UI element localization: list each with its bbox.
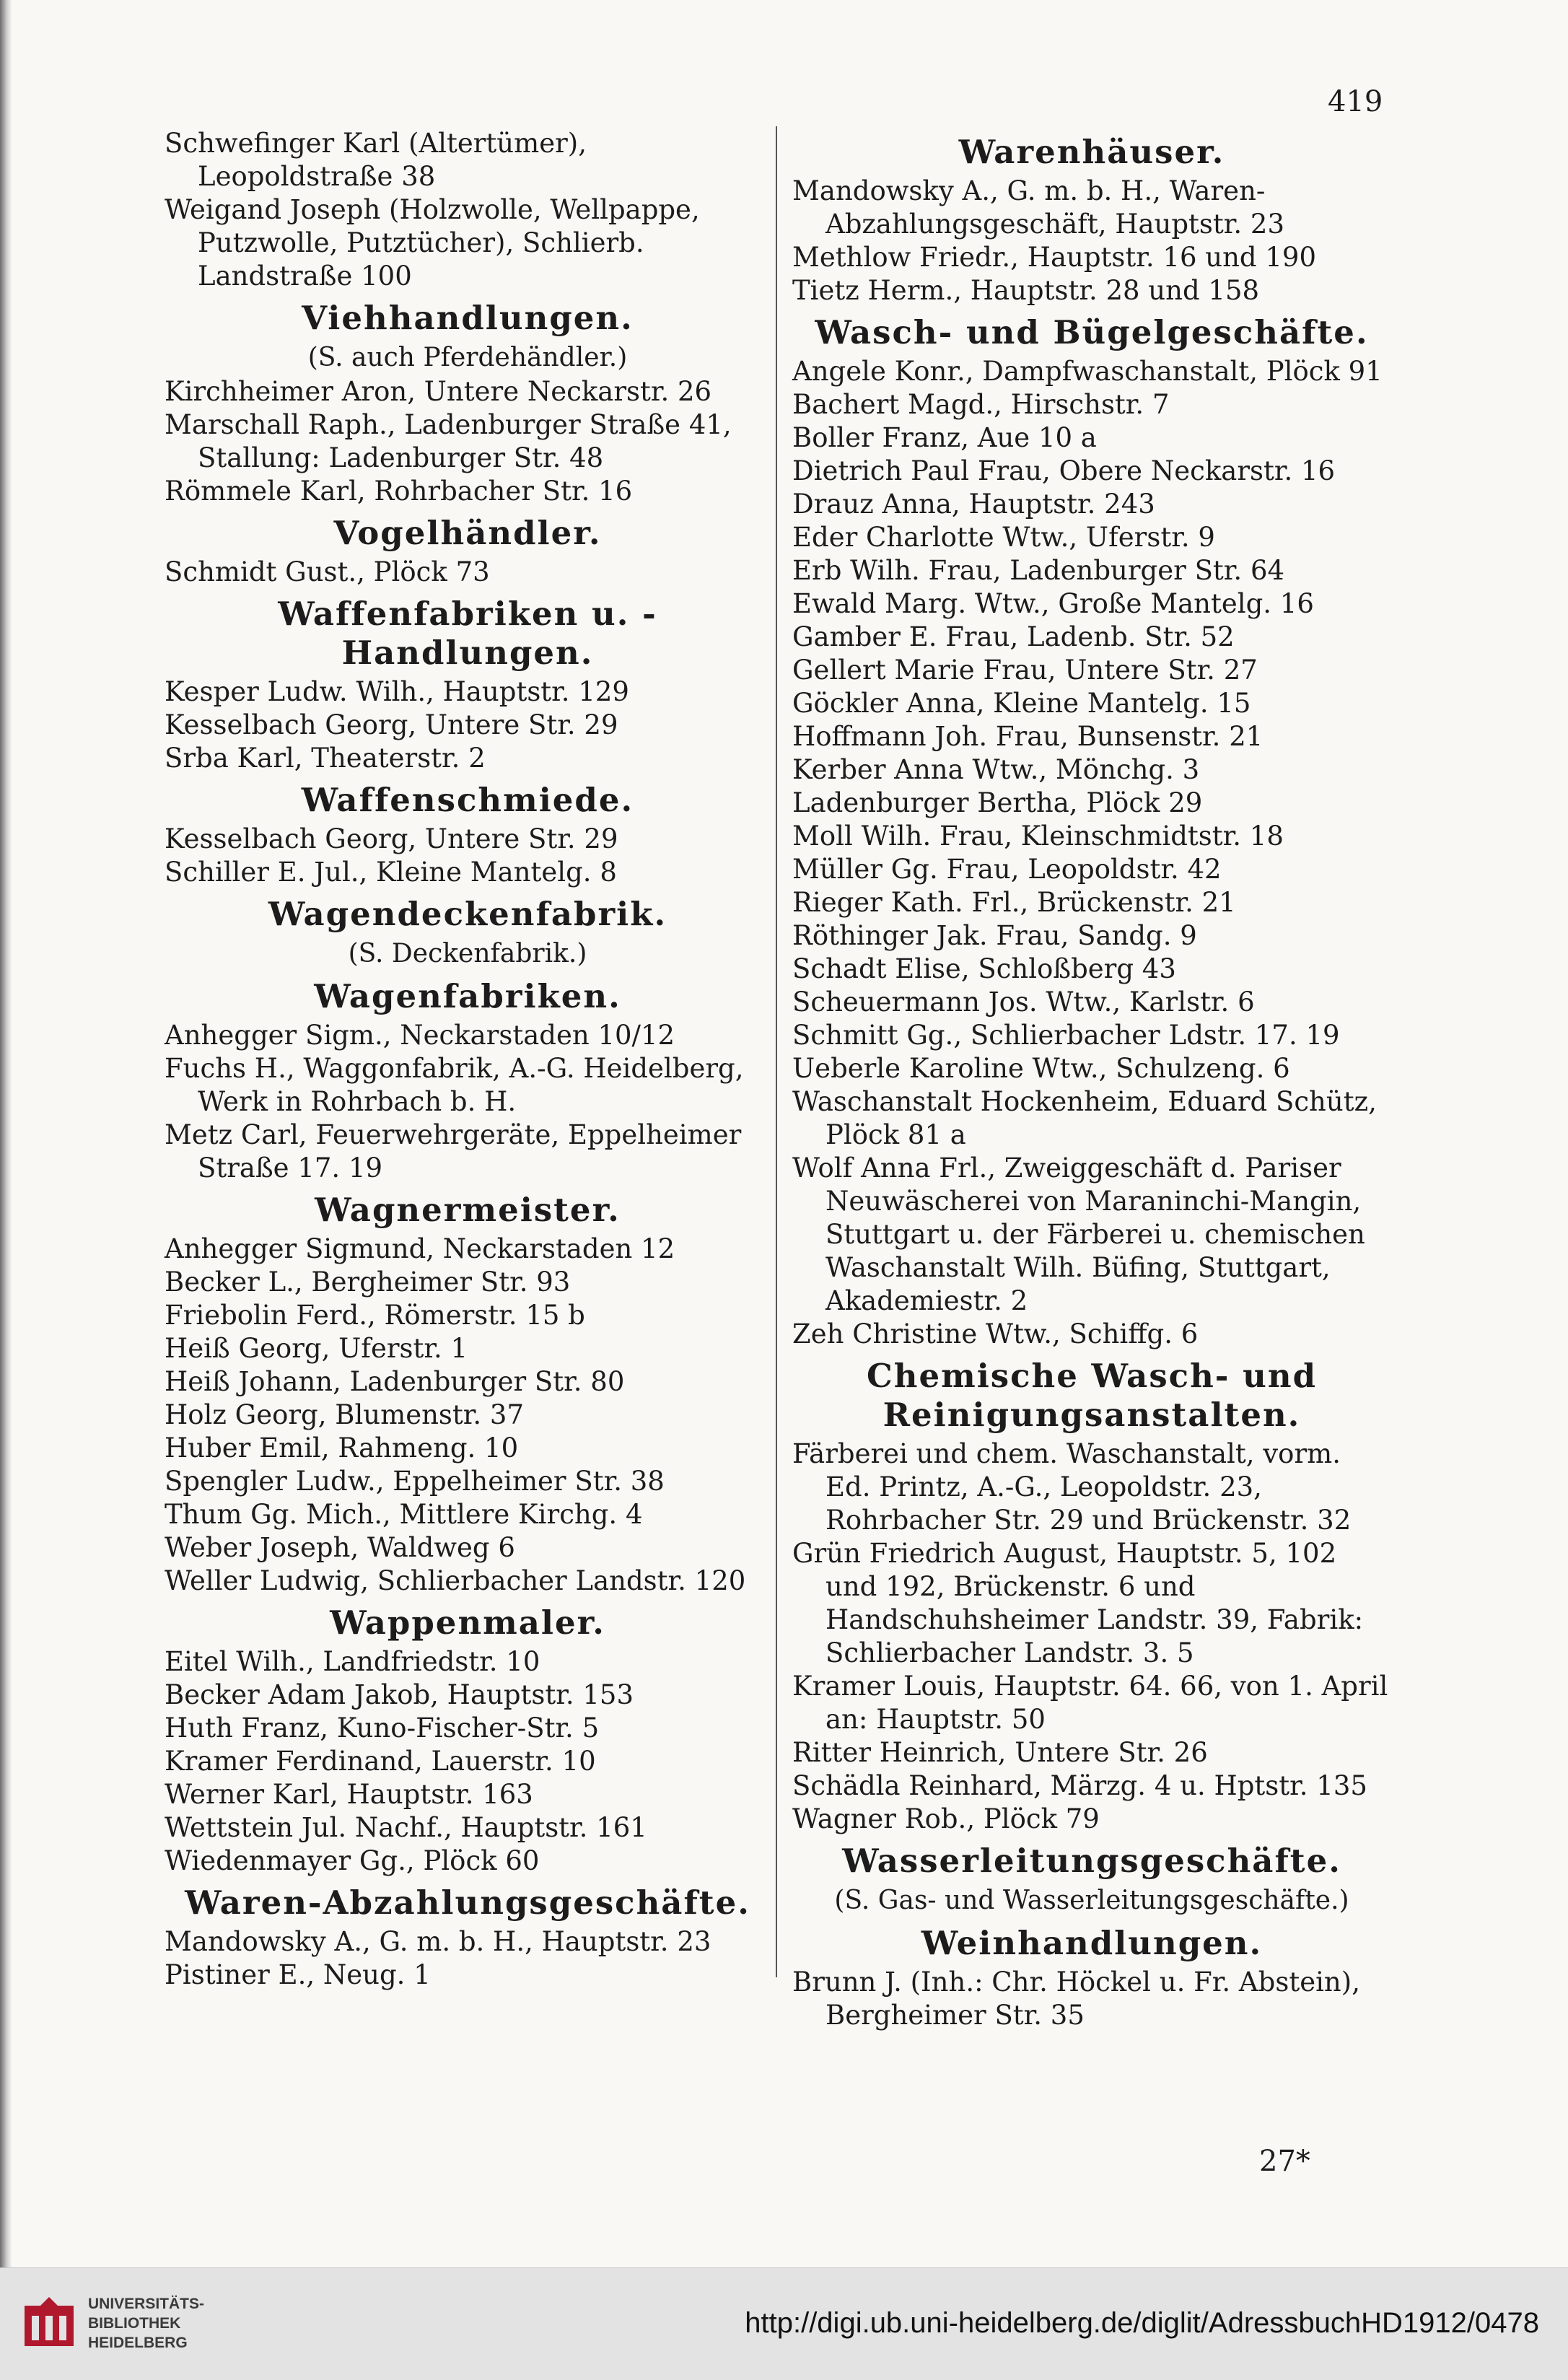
directory-entry: Römmele Karl, Rohrbacher Str. 16 [165, 476, 633, 507]
directory-entry: Heiß Georg, Uferstr. 1 [165, 1333, 468, 1364]
directory-entry: Müller Gg. Frau, Leopoldstr. 42 [792, 854, 1222, 885]
section-cross-reference: (S. Deckenfabrik.) [348, 939, 587, 968]
directory-entry: Dietrich Paul Frau, Obere Neckarstr. 16 [792, 455, 1336, 486]
permalink-url[interactable]: http://digi.ub.uni-heidelberg.de/diglit/AdressbuchHD1912/0478 [745, 2307, 1539, 2339]
directory-entry: Hoffmann Joh. Frau, Bunsenstr. 21 [792, 721, 1263, 752]
directory-section [165, 514, 771, 589]
directory-entry: Ladenburger Bertha, Plöck 29 [792, 787, 1203, 818]
library-logo-text[interactable] [88, 2294, 204, 2353]
logo-line: UNIVERSITÄTS- [88, 2296, 205, 2312]
directory-section [792, 133, 1391, 307]
directory-section [165, 977, 771, 1185]
directory-entry: Kerber Anna Wtw., Mönchg. 3 [792, 754, 1200, 785]
directory-entry: Ritter Heinrich, Untere Str. 26 [792, 1737, 1208, 1768]
section-heading: Wasch- und Bügelgeschäfte. [815, 313, 1369, 351]
directory-section [165, 1191, 771, 1598]
right-column [792, 127, 1391, 2032]
directory-entry: Wagner Rob., Plöck 79 [792, 1803, 1100, 1834]
directory-entry: Ewald Marg. Wtw., Große Mantelg. 16 [792, 588, 1314, 619]
section-cross-reference: (S. Gas- und Wasserleitungsgeschäfte.) [834, 1886, 1349, 1915]
directory-entry: Mandowsky A., G. m. b. H., Hauptstr. 23 [165, 1926, 711, 1957]
section-heading: Chemische Wasch- und Reinigungsanstalten. [866, 1357, 1318, 1434]
directory-entry: Rieger Kath. Frl., Brückenstr. 21 [792, 887, 1236, 918]
directory-entry: Wettstein Jul. Nachf., Hauptstr. 161 [165, 1812, 647, 1843]
directory-entry: Kramer Ferdinand, Lauerstr. 10 [165, 1746, 596, 1777]
section-heading: Wagnermeister. [315, 1191, 621, 1229]
directory-entry: Schiller E. Jul., Kleine Mantelg. 8 [165, 857, 617, 888]
directory-entry: Thum Gg. Mich., Mittlere Kirchg. 4 [165, 1499, 643, 1530]
directory-section [165, 1884, 771, 1992]
directory-entry: Zeh Christine Wtw., Schiffg. 6 [792, 1318, 1199, 1349]
directory-entry: Drauz Anna, Hauptstr. 243 [792, 489, 1155, 520]
directory-entry: Friebolin Ferd., Römerstr. 15 b [165, 1300, 585, 1331]
left-column [165, 127, 771, 1992]
directory-entry: Pistiner E., Neug. 1 [165, 1959, 431, 1990]
directory-entry: Schwefinger Karl (Altertümer), Leopoldstraße 38 [165, 128, 587, 192]
directory-entry: Angele Konr., Dampfwaschanstalt, Plöck 91 [792, 356, 1383, 387]
section-heading: Waffenschmiede. [301, 781, 634, 819]
directory-entry: Bachert Magd., Hirschstr. 7 [792, 389, 1170, 420]
directory-entry: Srba Karl, Theaterstr. 2 [165, 743, 486, 774]
directory-entry: Tietz Herm., Hauptstr. 28 und 158 [792, 275, 1260, 306]
directory-entry: Eder Charlotte Wtw., Uferstr. 9 [792, 522, 1215, 553]
directory-entry: Waschanstalt Hockenheim, Eduard Schütz, Plöck 81 a [792, 1086, 1377, 1150]
directory-entry: Boller Franz, Aue 10 a [792, 422, 1097, 453]
directory-section [792, 1357, 1391, 1836]
directory-entry: Kramer Louis, Hauptstr. 64. 66, von 1. April an: Hauptstr. 50 [792, 1671, 1388, 1735]
directory-entry: Schädla Reinhard, Märzg. 4 u. Hptstr. 135 [792, 1770, 1367, 1801]
directory-entry: Kesselbach Georg, Untere Str. 29 [165, 823, 618, 854]
directory-entry: Färberei und chem. Waschanstalt, vorm. Ed. Printz, A.-G., Leopoldstr. 23, Rohrbacher Str. 29 und Brückenstr. 32 [792, 1438, 1352, 1536]
directory-entry: Wiedenmayer Gg., Plöck 60 [165, 1845, 540, 1876]
directory-entry: Eitel Wilh., Landfriedstr. 10 [165, 1646, 540, 1677]
section-heading: Vogelhändler. [333, 514, 602, 552]
section-heading: Wagendeckenfabrik. [268, 895, 667, 933]
directory-entry: Grün Friedrich August, Hauptstr. 5, 102 und 192, Brückenstr. 6 und Handschuhsheimer Landstr. 39, Fabrik: Schlierbacher Landstr. 3. 5 [792, 1538, 1364, 1668]
directory-entry: Holz Georg, Blumenstr. 37 [165, 1399, 525, 1430]
directory-section [792, 1924, 1391, 2032]
directory-section [165, 127, 771, 293]
column-divider [776, 126, 777, 1977]
directory-entry: Schmitt Gg., Schlierbacher Ldstr. 17. 19 [792, 1020, 1340, 1051]
directory-section [792, 1842, 1391, 1918]
directory-entry: Scheuermann Jos. Wtw., Karlstr. 6 [792, 986, 1255, 1018]
directory-entry: Mandowsky A., G. m. b. H., Waren-Abzahlungsgeschäft, Hauptstr. 23 [792, 175, 1285, 240]
section-heading: Viehhandlungen. [302, 299, 634, 337]
directory-entry: Werner Karl, Hauptstr. 163 [165, 1779, 533, 1810]
directory-section [165, 895, 771, 971]
directory-entry: Schmidt Gust., Plöck 73 [165, 556, 490, 587]
directory-entry: Wolf Anna Frl., Zweiggeschäft d. Pariser Neuwäscherei von Maraninchi-Mangin, Stuttgart u. der Färberei u. chemischen Waschanstalt Wilh. Büfing, Stuttgart, Akademiestr. 2 [792, 1152, 1365, 1316]
directory-entry: Huth Franz, Kuno-Fischer-Str. 5 [165, 1712, 600, 1744]
directory-entry: Weigand Joseph (Holzwolle, Wellpappe, Putzwolle, Putztücher), Schlierb. Landstraße 100 [165, 194, 700, 292]
directory-entry: Röthinger Jak. Frau, Sandg. 9 [792, 920, 1197, 951]
section-heading: Wasserleitungsgeschäfte. [842, 1842, 1341, 1880]
directory-entry: Marschall Raph., Ladenburger Straße 41, Stallung: Ladenburger Str. 48 [165, 409, 732, 473]
directory-entry: Anhegger Sigm., Neckarstaden 10/12 [165, 1020, 675, 1051]
logo-line: BIBLIOTHEK [88, 2315, 181, 2332]
section-heading: Wagenfabriken. [314, 977, 621, 1015]
directory-entry: Gellert Marie Frau, Untere Str. 27 [792, 655, 1258, 686]
directory-section [792, 313, 1391, 1351]
directory-section [165, 595, 771, 775]
directory-entry: Becker L., Bergheimer Str. 93 [165, 1266, 571, 1298]
section-cross-reference: (S. auch Pferdehändler.) [307, 343, 628, 372]
directory-entry: Gamber E. Frau, Ladenb. Str. 52 [792, 621, 1235, 652]
directory-section [165, 299, 771, 508]
logo-line: HEIDELBERG [88, 2335, 188, 2351]
directory-entry: Moll Wilh. Frau, Kleinschmidtstr. 18 [792, 821, 1284, 852]
directory-entry: Schadt Elise, Schloßberg 43 [792, 953, 1176, 984]
section-heading: Wappenmaler. [330, 1604, 605, 1642]
directory-entry: Huber Emil, Rahmeng. 10 [165, 1432, 519, 1464]
directory-entry: Heiß Johann, Ladenburger Str. 80 [165, 1366, 625, 1397]
viewer-footer [0, 2267, 1568, 2380]
directory-entry: Weber Joseph, Waldweg 6 [165, 1532, 515, 1563]
page-number: 419 [1328, 85, 1383, 118]
directory-entry: Fuchs H., Waggonfabrik, A.-G. Heidelberg, Werk in Rohrbach b. H. [165, 1053, 744, 1117]
directory-section [165, 781, 771, 889]
directory-entry: Kirchheimer Aron, Untere Neckarstr. 26 [165, 376, 712, 407]
page-signature: 27* [1259, 2145, 1310, 2178]
directory-entry: Spengler Ludw., Eppelheimer Str. 38 [165, 1466, 665, 1497]
directory-section [165, 1604, 771, 1878]
section-heading: Warenhäuser. [958, 133, 1225, 171]
directory-entry: Anhegger Sigmund, Neckarstaden 12 [165, 1233, 675, 1264]
directory-entry: Kesselbach Georg, Untere Str. 29 [165, 709, 618, 740]
section-heading: Waren-Abzahlungsgeschäfte. [185, 1884, 750, 1922]
section-heading: Waffenfabriken u. -Handlungen. [278, 595, 657, 672]
directory-entry: Becker Adam Jakob, Hauptstr. 153 [165, 1679, 634, 1710]
library-logo-icon[interactable] [20, 2293, 78, 2350]
directory-entry: Kesper Ludw. Wilh., Hauptstr. 129 [165, 676, 629, 707]
directory-entry: Metz Carl, Feuerwehrgeräte, Eppelheimer Straße 17. 19 [165, 1119, 742, 1184]
directory-entry: Ueberle Karoline Wtw., Schulzeng. 6 [792, 1053, 1290, 1084]
section-heading: Weinhandlungen. [921, 1924, 1263, 1962]
directory-entry: Göckler Anna, Kleine Mantelg. 15 [792, 688, 1251, 719]
directory-entry: Erb Wilh. Frau, Ladenburger Str. 64 [792, 555, 1285, 586]
directory-entry: Weller Ludwig, Schlierbacher Landstr. 120 [165, 1565, 746, 1596]
directory-entry: Methlow Friedr., Hauptstr. 16 und 190 [792, 242, 1316, 273]
directory-entry: Brunn J. (Inh.: Chr. Höckel u. Fr. Abstein), Bergheimer Str. 35 [792, 1966, 1360, 2031]
page-spine-shadow [0, 0, 12, 2267]
